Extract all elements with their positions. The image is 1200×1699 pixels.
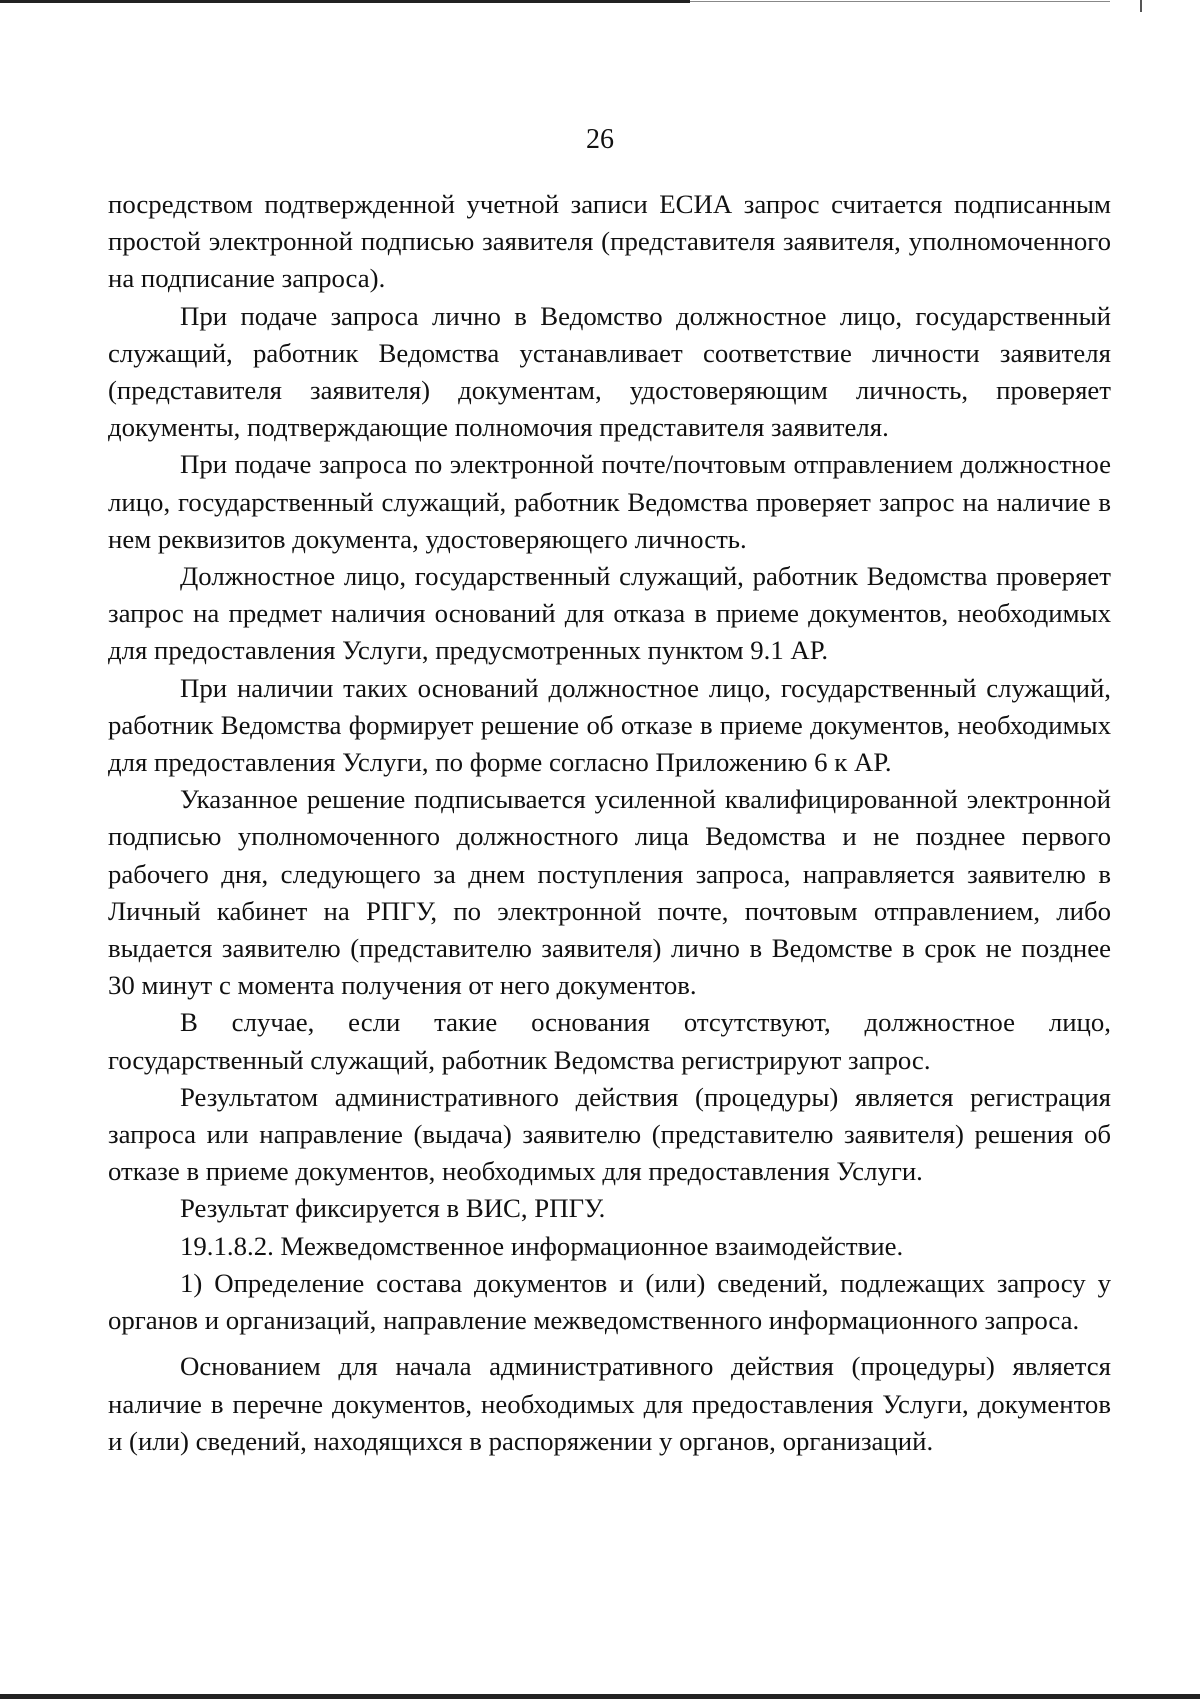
paragraph: При подаче запроса лично в Ведомство должностное лицо, государственный служащий, работник Ведомства устанавливает соответствие личности заявителя (представителя заявителя) документам, удостоверяющим личность, проверяет документы, подтверждающие полномочия представителя заявителя. [108,300,1111,443]
paragraph: Результатом административного действия (процедуры) является регистрация запроса или направление (выдача) заявителю (представителю заявителя) решения об отказе в приеме документов, необходимых для предоставления Услуги. [108,1081,1111,1187]
paragraph: Должностное лицо, государственный служащий, работник Ведомства проверяет запрос на предмет наличия оснований для отказа в приеме документов, необходимых для предоставления Услуги, предусмотренных пунктом 9.1 АР. [108,561,1111,666]
paragraph: При наличии таких оснований должностное лицо, государственный служащий, работник Ведомства формирует решение об отказе в приеме документов, необходимых для предоставления Услуги, по форме согласно Приложению 6 к АР. [108,672,1111,778]
section-heading: 19.1.8.2. Межведомственное информационное взаимодействие. [180,1230,904,1261]
paragraph: Основанием для начала административного действия (процедуры) является наличие в перечне документов, необходимых для предоставления Услуги, документов и (или) сведений, находящихся в распоряжении у органов, организаций. [108,1351,1111,1456]
scan-edge-bottom [0,1694,1200,1699]
scan-edge-top [0,0,690,3]
paragraph: Указанное решение подписывается усиленной квалифицированной электронной подписью уполномоченного должностного лица Ведомства и не позднее первого рабочего дня, следующего за днем поступления запроса, направляется заявителю в Личный кабинет на РПГУ, по электронной почте, почтовым отправлением, либо выдается заявителю (представителю заявителя) лично в Ведомстве в срок не позднее 30 минут с момента получения от него документов. [108,784,1111,1001]
paragraph: Результат фиксируется в ВИС, РПГУ. [180,1193,606,1224]
document-body [108,186,1111,1460]
page-number: 26 [586,124,614,155]
scan-edge-top-right [690,1,1110,2]
scan-edge-mark [1140,0,1142,12]
list-item: 1) Определение состава документов и (или) сведений, подлежащих запросу у органов и организаций, направление межведомственного информационного запроса. [108,1267,1111,1336]
paragraph: посредством подтвержденной учетной записи ЕСИА запрос считается подписанным простой электронной подписью заявителя (представителя заявителя, уполномоченного на подписание запроса). [108,189,1111,294]
paragraph: При подаче запроса по электронной почте/почтовым отправлением должностное лицо, государственный служащий, работник Ведомства проверяет запрос на наличие в нем реквизитов документа, удостоверяющего личность. [108,449,1111,554]
paragraph: В случае, если такие основания отсутствуют, должностное лицо, государственный служащий, работник Ведомства регистрируют запрос. [108,1007,1111,1075]
